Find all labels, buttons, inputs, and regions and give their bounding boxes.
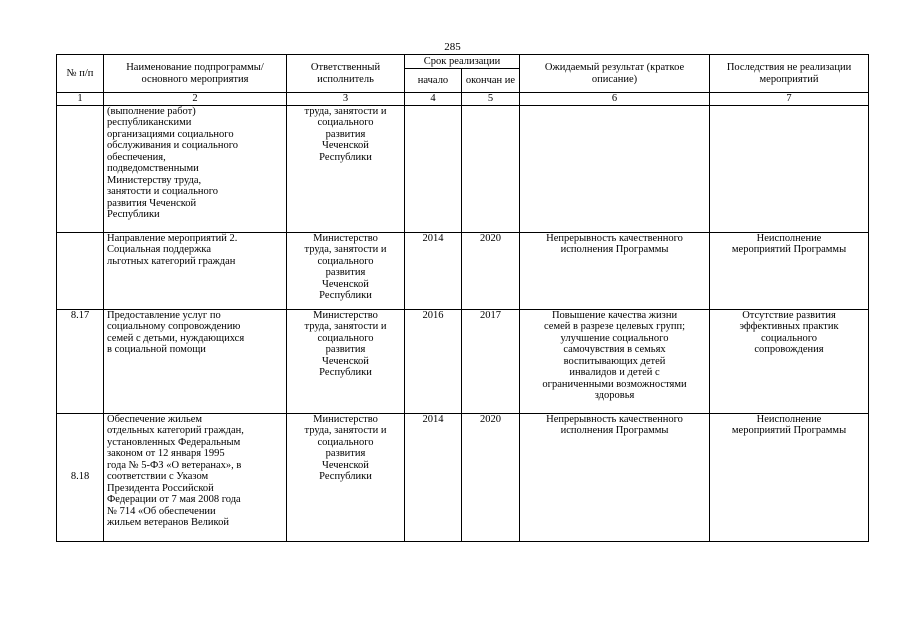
header-end: окончан ие — [462, 69, 520, 93]
row-start — [405, 105, 462, 232]
column-number: 4 — [405, 93, 462, 106]
row-result — [520, 105, 710, 232]
row-executor: Министерство труда, занятости и социального развития Чеченской Республики — [287, 309, 405, 413]
row-consequences — [710, 105, 869, 232]
row-consequences: Неисполнение мероприятий Программы — [710, 232, 869, 309]
row-executor: Министерство труда, занятости и социального развития Чеченской Республики — [287, 232, 405, 309]
row-result: Непрерывность качественного исполнения Программы — [520, 413, 710, 541]
row-consequences: Неисполнение мероприятий Программы — [710, 413, 869, 541]
row-num: 8.17 — [57, 309, 104, 413]
row-num — [57, 105, 104, 232]
row-executor: труда, занятости и социального развития Чеченской Республики — [287, 105, 405, 232]
row-name: Предоставление услуг по социальному сопровождению семей с детьми, нуждающихся в социальной помощи — [104, 309, 287, 413]
row-result: Повышение качества жизни семей в разрезе целевых групп; улучшение социального самочувствия в семьях воспитывающих детей инвалидов и детей с ограниченными возможностями здоровья — [520, 309, 710, 413]
row-num — [57, 232, 104, 309]
column-number: 2 — [104, 93, 287, 106]
row-start: 2014 — [405, 232, 462, 309]
header-start: начало — [405, 69, 462, 93]
header-result: Ожидаемый результат (краткое описание) — [520, 55, 710, 93]
row-end: 2017 — [462, 309, 520, 413]
table-row — [57, 105, 869, 232]
table-row — [57, 309, 869, 413]
row-name: Направление мероприятий 2. Социальная поддержка льготных категорий граждан — [104, 232, 287, 309]
header-executor: Ответственный исполнитель — [287, 55, 405, 93]
table-header-row — [57, 55, 869, 69]
column-number: 7 — [710, 93, 869, 106]
row-executor: Министерство труда, занятости и социального развития Чеченской Республики — [287, 413, 405, 541]
column-numbering-row — [57, 93, 869, 106]
page-number: 285 — [444, 41, 461, 53]
table-row — [57, 413, 869, 541]
row-start: 2014 — [405, 413, 462, 541]
row-end: 2020 — [462, 413, 520, 541]
row-end: 2020 — [462, 232, 520, 309]
program-measures-table — [56, 54, 869, 542]
row-end — [462, 105, 520, 232]
column-number: 3 — [287, 93, 405, 106]
column-number: 1 — [57, 93, 104, 106]
header-name: Наименование подпрограммы/ основного мероприятия — [104, 55, 287, 93]
row-name: (выполнение работ) республиканскими организациями социального обслуживания и социального обеспечения, подведомственными Министерству труда, занятости и социального развития Чеченской Республики — [104, 105, 287, 232]
row-result: Непрерывность качественного исполнения Программы — [520, 232, 710, 309]
row-start: 2016 — [405, 309, 462, 413]
header-period: Срок реализации — [405, 55, 520, 69]
header-consequences: Последствия не реализации мероприятий — [710, 55, 869, 93]
header-num: № п/п — [57, 55, 104, 93]
column-number: 5 — [462, 93, 520, 106]
row-consequences: Отсутствие развития эффективных практик социального сопровождения — [710, 309, 869, 413]
row-name: Обеспечение жильем отдельных категорий граждан, установленных Федеральным законом от 12 января 1995 года № 5-ФЗ «О ветеранах», в соответствии с Указом Президента Российской Федерации от 7 мая 2008 года № 714 «Об обеспечении жильем ветеранов Великой — [104, 413, 287, 541]
row-num: 8.18 — [57, 413, 104, 541]
column-number: 6 — [520, 93, 710, 106]
table-row — [57, 232, 869, 309]
